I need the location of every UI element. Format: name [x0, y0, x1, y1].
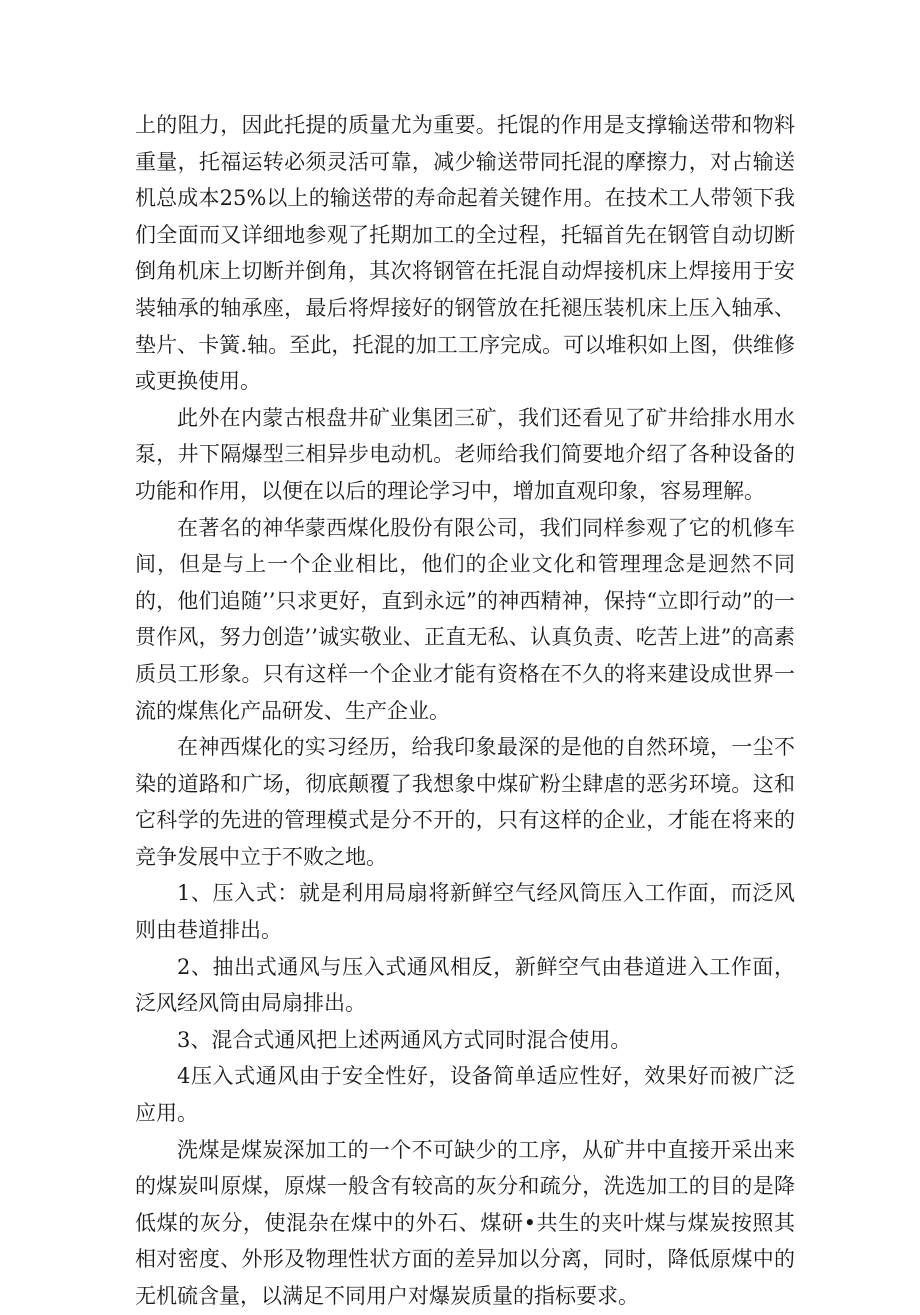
- paragraph-conveyor-idler: 上的阻力，因此托提的质量尤为重要。托馄的作用是支撑输送带和物料重量，托福运转必须灵活可靠，减少输送带同托混的摩擦力，对占输送机总成本25%以上的输送带的寿命起着关键作用。在技术工人带领下我们全面而又详细地参观了托期加工的全过程，托辐首先在钢管自动切断倒角机床上切断并倒角，其次将钢管在托混自动焊接机床上焊接用于安装轴承的轴承座，最后将焊接好的钢管放在托褪压装机床上压入轴承、垫片、卡簧.轴。至此，托混的加工工序完成。可以堆积如上图，供维修或更换使用。: [135, 113, 795, 394]
- paragraph-coal-washing: 洗煤是煤炭深加工的一个不可缺少的工序，从矿井中直接开采出来的煤炭叫原煤，原煤一般含有较高的灰分和疏分，洗选加工的目的是降低煤的灰分，使混杂在煤中的外石、煤研•共生的夹叶煤与煤炭按照其相对密度、外形及物理性状方面的差异加以分离，同时，降低原煤中的无机硫含量，以满足不同用户对爆炭质量的指标要求。: [135, 1137, 795, 1308]
- list-item-forced-ventilation: 1、压入式：就是利用局扇将新鲜空气经风筒压入工作面，而泛风则由巷道排出。: [135, 881, 795, 943]
- list-item-ventilation-summary: 4压入式通风由于安全性好，设备简单适应性好，效果好而被广泛应用。: [135, 1064, 795, 1126]
- paragraph-internship-experience: 在神西煤化的实习经历，给我印象最深的是他的自然环境，一尘不染的道路和广场，彻底颠覆了我想象中煤矿粉尘肆虐的恶劣环境。这和它科学的先进的管理模式是分不开的，只有这样的企业，才能在将来的竞争发展中立于不败之地。: [135, 735, 795, 869]
- list-item-exhaust-ventilation: 2、抽出式通风与压入式通风相反，新鲜空气由巷道进入工作面，泛风经风筒由局扇排出。: [135, 954, 795, 1016]
- paragraph-shenhua-company: 在著名的神华蒙西煤化股份有限公司，我们同样参观了它的机修车间，但是与上一个企业相比，他们的企业文化和管理理念是迥然不同的，他们追随’’只求更好，直到永远”的神西精神，保持“立即行动”的一贯作风，努力创造’’诚实敬业、正直无私、认真负责、吃苦上进”的高素质员工形象。只有这样一个企业才能有资格在不久的将来建设成世界一流的煤焦化产品研发、生产企业。: [135, 515, 795, 723]
- document-body: [135, 107, 795, 1315]
- list-item-mixed-ventilation: 3、混合式通风把上述两通风方式同时混合使用。: [177, 1027, 632, 1052]
- paragraph-mine-equipment: 此外在内蒙古根盘井矿业集团三矿，我们还看见了矿井给排水用水泵，井下隔爆型三相异步电动机。老师给我们简要地介绍了各种设备的功能和作用，以便在以后的理论学习中，增加直观印象，容易理解。: [135, 405, 795, 503]
